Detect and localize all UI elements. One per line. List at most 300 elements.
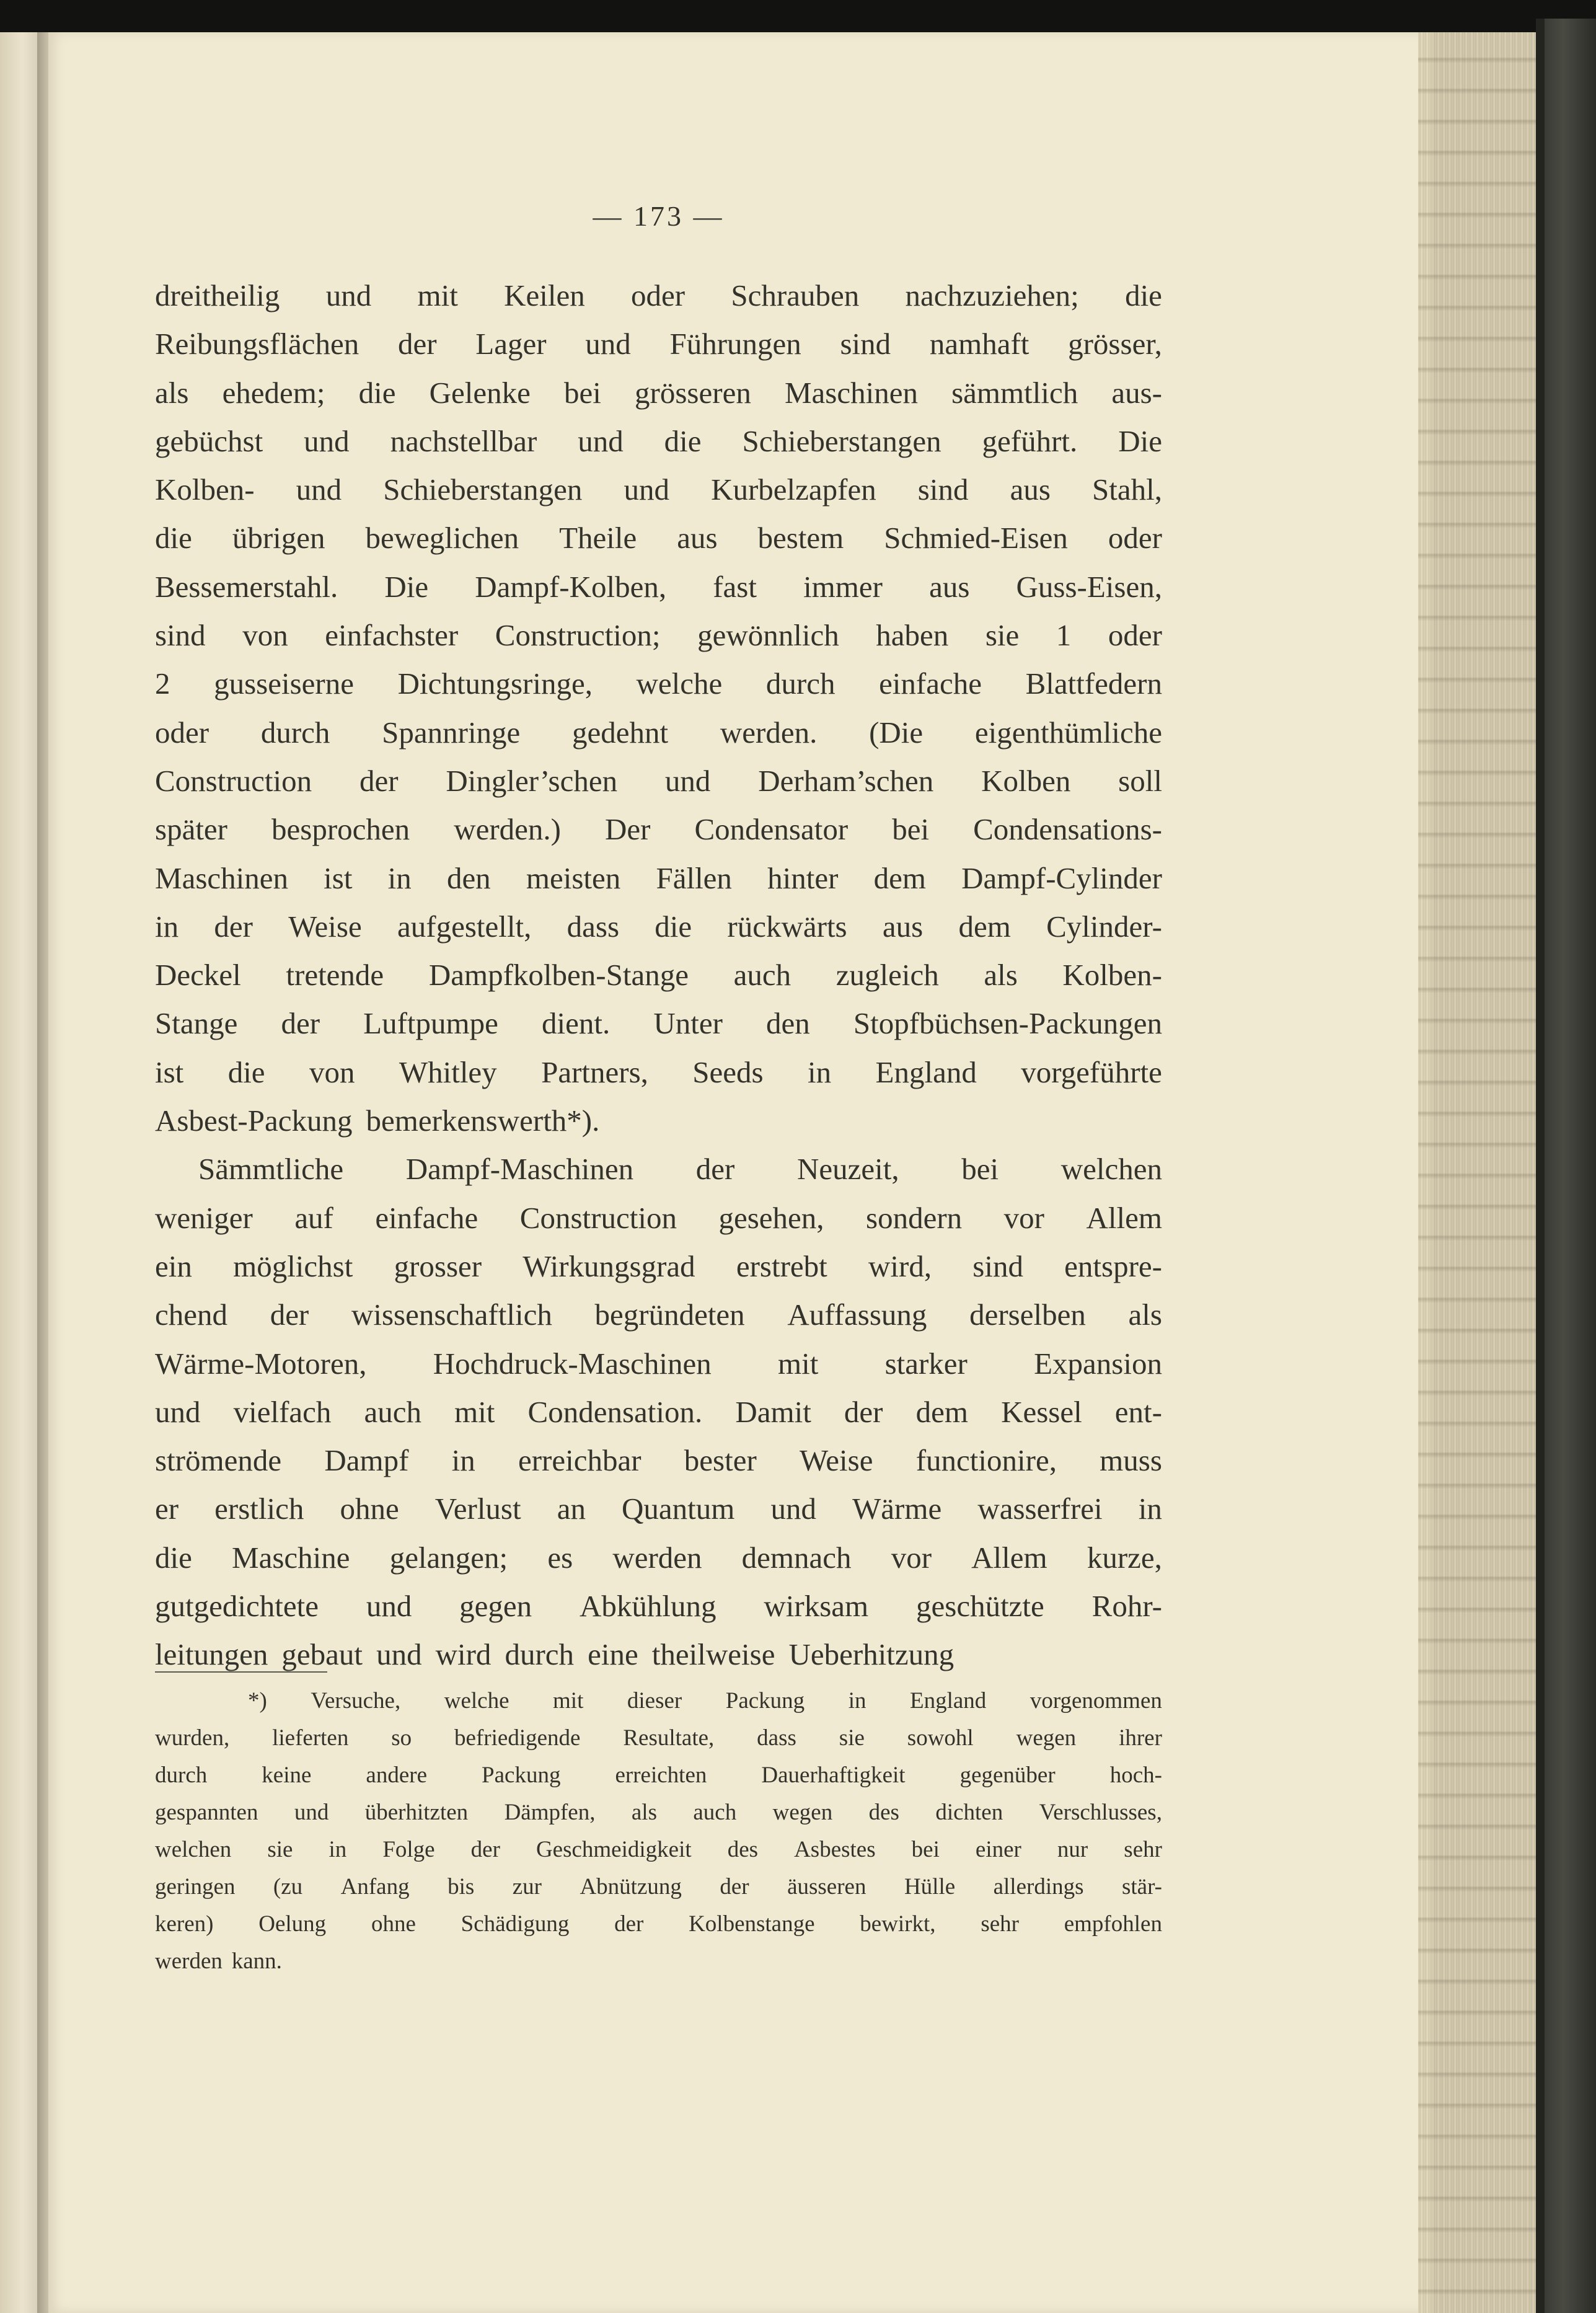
word: dem — [873, 860, 926, 895]
word: dass — [567, 909, 620, 944]
word: der — [470, 1837, 500, 1862]
word: und — [304, 423, 350, 458]
word: erstrebt — [736, 1249, 827, 1283]
word: stär- — [1121, 1874, 1162, 1899]
word: auch — [733, 958, 791, 993]
word: geführt. — [982, 423, 1078, 458]
word: einfache — [375, 1200, 478, 1235]
word: und — [624, 472, 669, 507]
word: kann. — [231, 1948, 282, 1974]
word: aufgestellt, — [397, 909, 532, 944]
word: Bessemerstahl. — [155, 569, 338, 604]
word: sehr — [1124, 1837, 1162, 1862]
word: Stopfbüchsen-Packungen — [853, 1006, 1162, 1041]
word: Dampf-Kolben, — [475, 569, 667, 604]
word: Kolbenstange — [689, 1911, 815, 1937]
word: überhitzten — [364, 1800, 469, 1825]
word: empfohlen — [1064, 1911, 1162, 1937]
word: einfache — [879, 666, 982, 701]
word: als — [155, 375, 189, 410]
text-line — [155, 999, 1162, 1048]
word: leitungen — [155, 1637, 268, 1672]
cover-inner-edge — [1536, 19, 1545, 2313]
word: aus — [929, 569, 970, 604]
word: die — [1125, 278, 1162, 312]
word: ein — [155, 1249, 192, 1283]
text-line — [155, 1291, 1162, 1339]
word: Führungen — [669, 327, 801, 361]
word: geschützte — [916, 1589, 1044, 1624]
word: sie — [985, 618, 1020, 653]
text-line — [155, 660, 1162, 708]
word: Dampf-Cylinder — [961, 860, 1162, 895]
word: wird — [435, 1637, 492, 1672]
word: vorgenommen — [1029, 1688, 1162, 1714]
word: Resultate, — [623, 1725, 715, 1751]
word: Kolben- — [155, 472, 255, 507]
word: dient. — [542, 1006, 611, 1041]
word: Theile — [559, 521, 637, 555]
word: bei — [564, 375, 601, 410]
word: so — [391, 1725, 412, 1751]
word: bis — [447, 1874, 475, 1899]
word: ehedem; — [222, 375, 325, 410]
word: sowohl — [907, 1725, 974, 1751]
word: dreitheilig — [155, 278, 280, 312]
word: bemerkenswerth*). — [366, 1103, 600, 1138]
word: Condensation. — [527, 1394, 703, 1429]
text-line — [155, 903, 1162, 951]
word: Construction — [155, 763, 312, 798]
word: sind — [917, 472, 969, 507]
word: wird, — [868, 1249, 932, 1283]
word: besprochen — [271, 812, 410, 847]
word: ist — [155, 1055, 184, 1089]
word: Dingler’schen — [446, 763, 618, 798]
word: bester — [684, 1443, 757, 1478]
word: Dichtungsringe, — [397, 666, 593, 701]
word: der — [359, 763, 399, 798]
word: die — [155, 521, 192, 555]
word: an — [557, 1492, 586, 1526]
text-line — [155, 951, 1162, 999]
word: vor — [891, 1540, 932, 1575]
page-number: — 173 — — [593, 200, 725, 232]
word: tretende — [286, 958, 384, 993]
scanner-background — [0, 0, 1596, 32]
word: sondern — [866, 1200, 963, 1235]
word: grösser, — [1068, 327, 1162, 361]
word: Rohr- — [1091, 1589, 1162, 1624]
word: Versuche, — [311, 1688, 401, 1714]
text-line — [155, 709, 1162, 757]
text-line — [155, 1388, 1162, 1436]
word: dichten — [935, 1800, 1003, 1825]
word: und — [585, 327, 631, 361]
word: Schieberstangen — [742, 423, 941, 458]
footnote-line — [155, 1683, 1162, 1720]
word: welche — [444, 1688, 509, 1714]
word: als — [984, 958, 1018, 993]
word: kurze, — [1087, 1540, 1162, 1575]
word: sehr — [981, 1911, 1019, 1937]
word: Abkühlung — [580, 1589, 716, 1624]
text-line — [155, 1582, 1162, 1630]
word: in — [451, 1443, 475, 1478]
word: die — [358, 375, 396, 410]
word: ist — [324, 860, 353, 895]
word: der — [281, 1006, 320, 1041]
word: die — [155, 1540, 192, 1575]
word: werden. — [720, 715, 818, 750]
word: geringen — [155, 1874, 236, 1899]
word: strömende — [155, 1443, 282, 1478]
word: befriedigende — [454, 1725, 581, 1751]
word: Abnützung — [580, 1874, 682, 1899]
word: Lager — [475, 327, 547, 361]
word: Asbest-Packung — [155, 1103, 353, 1138]
word: in — [808, 1055, 832, 1089]
word: der — [270, 1298, 309, 1332]
word: und — [325, 278, 372, 312]
word: Die — [1118, 423, 1162, 458]
word: Maschinen — [155, 860, 288, 895]
word: Luftpumpe — [363, 1006, 498, 1041]
word: demnach — [741, 1540, 852, 1575]
word: Reibungsflächen — [155, 327, 359, 361]
word: Wirkungsgrad — [522, 1249, 695, 1283]
word: ohne — [340, 1492, 399, 1526]
word: Quantum — [622, 1492, 735, 1526]
word: Dauerhaftigkeit — [761, 1762, 906, 1788]
footnote — [155, 1683, 1162, 1980]
word: fast — [713, 569, 757, 604]
word: ent- — [1114, 1394, 1162, 1429]
word: grosser — [394, 1249, 482, 1283]
word: nur — [1057, 1837, 1088, 1862]
word: der — [398, 327, 437, 361]
word: Condensator — [694, 812, 849, 847]
word: und — [578, 423, 624, 458]
word: von — [242, 618, 288, 653]
word: Schmied-Eisen — [884, 521, 1068, 555]
word: zur — [512, 1874, 542, 1899]
body-text — [155, 272, 1162, 1679]
word: England — [875, 1055, 977, 1089]
word: zugleich — [835, 958, 939, 993]
word: von — [309, 1055, 355, 1089]
word: oder — [1108, 618, 1162, 653]
footnote-rule — [155, 1671, 327, 1673]
word: vor — [1003, 1200, 1044, 1235]
word: wurden, — [155, 1725, 230, 1751]
word: übrigen — [232, 521, 325, 555]
word: bei — [892, 812, 930, 847]
word: mit — [417, 278, 458, 312]
footnote-line — [155, 1831, 1162, 1869]
word: des — [727, 1837, 759, 1862]
word: gedehnt — [572, 715, 669, 750]
word: Packung — [482, 1762, 561, 1788]
word: Schädigung — [461, 1911, 570, 1937]
word: auch — [693, 1800, 737, 1825]
word: auch — [364, 1394, 421, 1429]
word: Die — [384, 569, 429, 604]
word: keine — [262, 1762, 312, 1788]
word: oder — [1108, 521, 1162, 555]
word: Damit — [735, 1394, 811, 1429]
word: Schrauben — [731, 278, 860, 312]
word: in — [155, 909, 179, 944]
word: bei — [961, 1152, 999, 1187]
word: grösseren — [635, 375, 751, 410]
word: in — [328, 1837, 347, 1862]
text-line — [155, 1048, 1162, 1097]
word: derselben — [969, 1298, 1086, 1332]
word: bewirkt, — [860, 1911, 936, 1937]
word: bestem — [757, 521, 844, 555]
text-line — [155, 514, 1162, 562]
word: gelangen; — [389, 1540, 508, 1575]
word: des — [868, 1800, 899, 1825]
word: 1 — [1056, 618, 1072, 653]
word: in — [848, 1688, 866, 1714]
word: welchen — [1060, 1152, 1162, 1187]
word: vorgeführte — [1021, 1055, 1162, 1089]
word: und — [294, 1800, 329, 1825]
word: werden.) — [454, 812, 561, 847]
word: rückwärts — [727, 909, 847, 944]
word: Kolben- — [1062, 958, 1162, 993]
word: andere — [366, 1762, 427, 1788]
word: er — [155, 1492, 179, 1526]
word: als — [1128, 1298, 1162, 1332]
word: Schieberstangen — [383, 472, 583, 507]
word: oder — [631, 278, 686, 312]
text-line — [155, 854, 1162, 903]
word: eigenthümliche — [974, 715, 1162, 750]
facing-page-edge — [0, 32, 37, 2313]
book-gutter — [37, 32, 48, 2313]
word: durch — [260, 715, 330, 750]
word: und — [770, 1492, 816, 1526]
word: Cylinder- — [1046, 909, 1162, 944]
word: Dämpfen, — [504, 1800, 596, 1825]
word: oder — [155, 715, 209, 750]
text-line — [155, 757, 1162, 805]
footnote-line — [155, 1869, 1162, 1906]
page-block-shading — [1418, 32, 1536, 2313]
word: und — [664, 763, 711, 798]
word: sind — [155, 618, 206, 653]
text-line — [155, 272, 1162, 320]
word: haben — [876, 618, 949, 653]
word: Blattfedern — [1025, 666, 1162, 701]
word: welche — [636, 666, 723, 701]
word: dem — [915, 1394, 968, 1429]
text-line — [155, 1436, 1162, 1485]
text-line — [155, 1485, 1162, 1533]
text-line — [155, 466, 1162, 514]
word: Weise — [288, 909, 362, 944]
word: England — [910, 1688, 987, 1714]
word: namhaft — [929, 327, 1029, 361]
word: den — [446, 860, 491, 895]
word: Auffassung — [787, 1298, 927, 1332]
word: einfachster — [325, 618, 459, 653]
word: gesehen, — [718, 1200, 824, 1235]
word: Construction — [519, 1200, 677, 1235]
word: Condensations- — [973, 812, 1162, 847]
word: Dampfkolben-Stange — [428, 958, 689, 993]
word: Ueberhitzung — [788, 1637, 955, 1672]
word: immer — [803, 569, 883, 604]
text-line — [155, 1242, 1162, 1291]
word: äusseren — [787, 1874, 866, 1899]
word: Packung — [725, 1688, 805, 1714]
word: functionire, — [915, 1443, 1057, 1478]
word: auf — [294, 1200, 333, 1235]
word: der — [695, 1152, 735, 1187]
word: gebüchst — [155, 423, 263, 458]
word: Verschlusses, — [1039, 1800, 1162, 1825]
word: aus- — [1111, 375, 1162, 410]
word: Allem — [971, 1540, 1047, 1575]
word: gegen — [459, 1589, 532, 1624]
word: mit — [454, 1394, 495, 1429]
word: Weise — [799, 1443, 873, 1478]
footnote-line — [155, 1906, 1162, 1943]
word: Dampf-Maschinen — [405, 1152, 634, 1187]
word: Hülle — [904, 1874, 956, 1899]
text-line — [155, 611, 1162, 660]
word: bei — [911, 1837, 940, 1862]
word: ihrer — [1119, 1725, 1162, 1751]
word: Der — [605, 812, 651, 847]
word: erreichten — [615, 1762, 707, 1788]
word: in — [387, 860, 412, 895]
word: aus — [677, 521, 718, 555]
word: aus — [1010, 472, 1051, 507]
word: Guss-Eisen, — [1016, 569, 1162, 604]
word: muss — [1100, 1443, 1162, 1478]
word: Wärme — [852, 1492, 942, 1526]
word: gusseiserne — [214, 666, 354, 701]
word: der — [720, 1874, 749, 1899]
word: Kessel — [1001, 1394, 1082, 1429]
word: wegen — [772, 1800, 833, 1825]
word: dass — [757, 1725, 796, 1751]
word: den — [766, 1006, 810, 1041]
word: dieser — [627, 1688, 682, 1714]
word: Hochdruck-Maschinen — [433, 1346, 712, 1381]
word: meisten — [526, 860, 621, 895]
word: und — [155, 1394, 201, 1429]
word: die — [227, 1055, 265, 1089]
word: nachzuziehen; — [905, 278, 1079, 312]
word: werden — [612, 1540, 702, 1575]
word: vielfach — [233, 1394, 332, 1429]
word: Maschine — [232, 1540, 350, 1575]
word: gewönnlich — [697, 618, 839, 653]
text-line — [155, 1097, 1162, 1145]
word: *) — [248, 1688, 267, 1714]
text-line — [155, 417, 1162, 466]
word: werden — [155, 1948, 223, 1974]
word: die — [655, 909, 692, 944]
word: allerdings — [993, 1874, 1084, 1899]
word: Stange — [155, 1006, 238, 1041]
word: lieferten — [272, 1725, 349, 1751]
word: hinter — [767, 860, 839, 895]
word: Unter — [653, 1006, 723, 1041]
word: Kurbelzapfen — [711, 472, 876, 507]
word: welchen — [155, 1837, 232, 1862]
word: Seeds — [692, 1055, 764, 1089]
text-line — [155, 805, 1162, 854]
word: Oelung — [258, 1911, 327, 1937]
word: keren) — [155, 1911, 214, 1937]
word: Folge — [382, 1837, 435, 1862]
word: eine — [588, 1637, 638, 1672]
footnote-line — [155, 1943, 1162, 1980]
word: Anfang — [340, 1874, 410, 1899]
word: dem — [958, 909, 1011, 944]
word: und — [366, 1589, 412, 1624]
word: erstlich — [214, 1492, 304, 1526]
word: hoch- — [1109, 1762, 1162, 1788]
word: wirksam — [764, 1589, 869, 1624]
text-line — [155, 1145, 1162, 1193]
text-line — [155, 1194, 1162, 1242]
word: nachstellbar — [390, 423, 537, 458]
word: Keilen — [504, 278, 585, 312]
word: wissenschaftlich — [351, 1298, 552, 1332]
word: ohne — [371, 1911, 416, 1937]
word: Asbestes — [794, 1837, 876, 1862]
word: Fällen — [656, 860, 732, 895]
footnote-line — [155, 1757, 1162, 1794]
word: der — [614, 1911, 644, 1937]
word: (Die — [869, 715, 924, 750]
book-cover-binding — [1536, 19, 1596, 2313]
word: Neuzeit, — [796, 1152, 899, 1187]
word: in — [1138, 1492, 1162, 1526]
word: starker — [884, 1346, 968, 1381]
word: weniger — [155, 1200, 253, 1235]
text-line — [155, 369, 1162, 417]
word: möglichst — [233, 1249, 353, 1283]
word: Stahl, — [1092, 472, 1162, 507]
footnote-line — [155, 1794, 1162, 1831]
word: sind — [972, 1249, 1023, 1283]
word: sie — [267, 1837, 293, 1862]
footnote-line — [155, 1720, 1162, 1757]
word: 2 — [155, 666, 170, 701]
word: gegenüber — [959, 1762, 1056, 1788]
word: wegen — [1016, 1725, 1077, 1751]
word: sie — [839, 1725, 865, 1751]
word: Construction; — [495, 618, 661, 653]
word: Spannringe — [382, 715, 521, 750]
text-line — [155, 563, 1162, 611]
word: sind — [840, 327, 891, 361]
word: als — [631, 1800, 657, 1825]
word: aus — [882, 909, 924, 944]
word: der — [844, 1394, 883, 1429]
word: die — [664, 423, 702, 458]
word: Deckel — [155, 958, 241, 993]
